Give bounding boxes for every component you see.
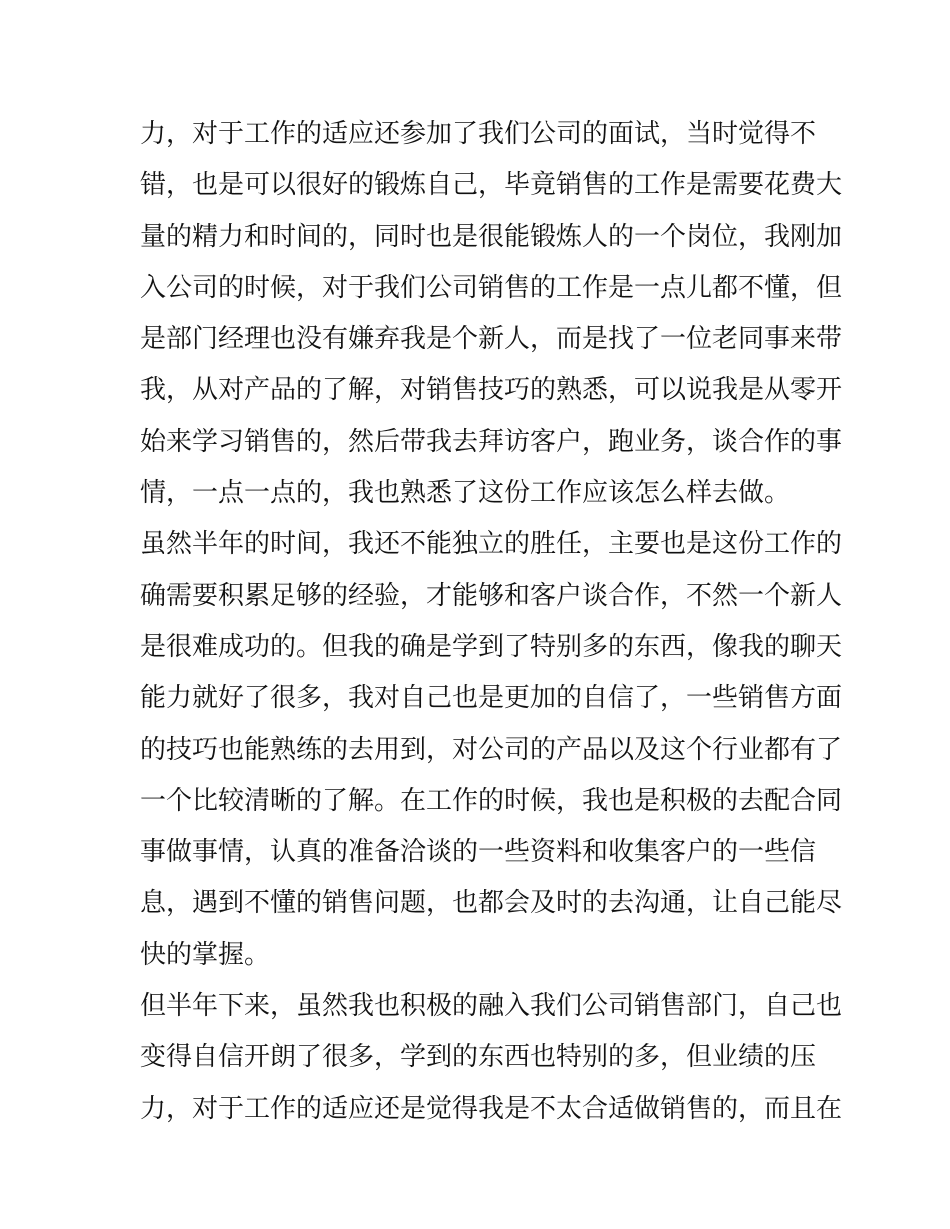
text-line: 虽然半年的时间，我还不能独立的胜任，主要也是这份工作的 bbox=[140, 529, 843, 560]
text-line: 我，从对产品的了解，对销售技巧的熟悉，可以说我是从零开 bbox=[140, 375, 843, 406]
text-line: 始来学习销售的，然后带我去拜访客户，跑业务，谈合作的事 bbox=[140, 426, 843, 457]
text-line: 力，对于工作的适应还参加了我们公司的面试，当时觉得不 bbox=[140, 119, 817, 149]
text-line: 一个比较清晰的了解。在工作的时候，我也是积极的去配合同 bbox=[140, 785, 843, 816]
text-line: 入公司的时候，对于我们公司销售的工作是一点儿都不懂，但 bbox=[140, 272, 843, 303]
text-line: 事做事情，认真的准备洽谈的一些资料和收集客户的一些信 bbox=[140, 837, 817, 868]
text-line: 错，也是可以很好的锻炼自己，毕竟销售的工作是需要花费大 bbox=[140, 170, 843, 201]
text-line: 的技巧也能熟练的去用到，对公司的产品以及这个行业都有了 bbox=[140, 734, 843, 765]
text-line: 但半年下来，虽然我也积极的融入我们公司销售部门，自己也 bbox=[140, 991, 843, 1022]
text-line: 确需要积累足够的经验，才能够和客户谈合作，不然一个新人 bbox=[140, 580, 843, 611]
text-line: 量的精力和时间的，同时也是很能锻炼人的一个岗位，我刚加 bbox=[140, 221, 843, 252]
text-line: 力，对于工作的适应还是觉得我是不太合适做销售的，而且在 bbox=[140, 1093, 843, 1124]
text-line: 情，一点一点的，我也熟悉了这份工作应该怎么样去做。 bbox=[140, 478, 791, 509]
text-line: 变得自信开朗了很多，学到的东西也特别的多，但业绩的压 bbox=[140, 1042, 817, 1073]
text-line: 能力就好了很多，我对自己也是更加的自信了，一些销售方面 bbox=[140, 683, 843, 714]
text-line: 是部门经理也没有嫌弃我是个新人，而是找了一位老同事来带 bbox=[140, 324, 843, 355]
body-text bbox=[140, 109, 843, 1135]
text-line: 是很难成功的。但我的确是学到了特别多的东西，像我的聊天 bbox=[140, 631, 843, 662]
text-line: 息，遇到不懂的销售问题，也都会及时的去沟通，让自己能尽 bbox=[140, 888, 843, 919]
text-line: 快的掌握。 bbox=[140, 939, 271, 970]
